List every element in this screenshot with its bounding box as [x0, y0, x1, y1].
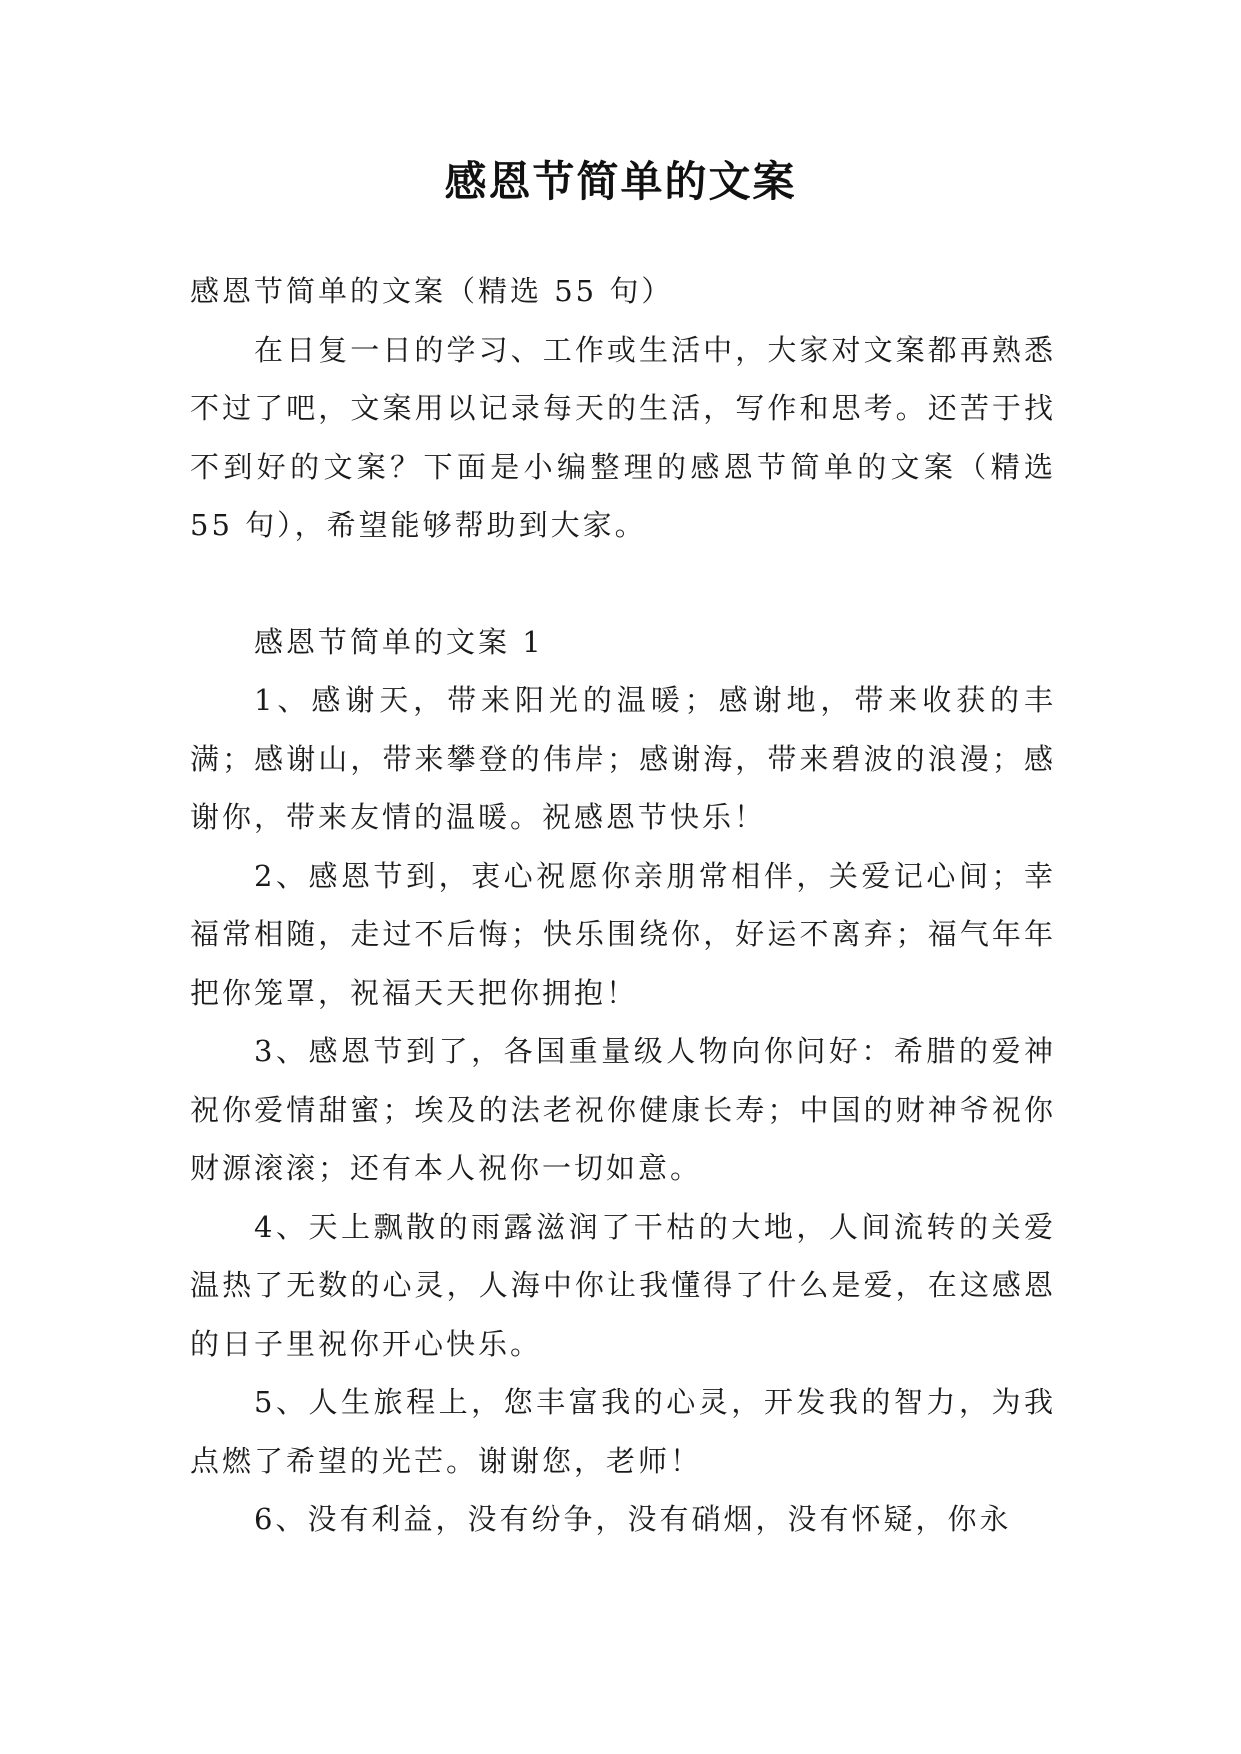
list-item: 2、感恩节到，衷心祝愿你亲朋常相伴，关爱记心间；幸福常相随，走过不后悔；快乐围绕你，好运不离弃；福气年年把你笼罩，祝福天天把你拥抱！	[190, 858, 1056, 1010]
intro-paragraph: 在日复一日的学习、工作或生活中，大家对文案都再熟悉不过了吧，文案用以记录每天的生活，写作和思考。还苦于找不到好的文案？下面是小编整理的感恩节简单的文案（精选 55 句），希望能够帮助到大家。	[190, 332, 1056, 542]
list-item: 5、人生旅程上，您丰富我的心灵，开发我的智力，为我点燃了希望的光芒。谢谢您，老师！	[190, 1385, 1056, 1478]
list-item: 4、天上飘散的雨露滋润了干枯的大地，人间流转的关爱温热了无数的心灵，人海中你让我懂得了什么是爱，在这感恩的日子里祝你开心快乐。	[190, 1209, 1056, 1361]
document-subtitle: 感恩节简单的文案（精选 55 句）	[190, 274, 674, 308]
section-heading: 感恩节简单的文案 1	[254, 624, 544, 659]
list-item: 1、感谢天，带来阳光的温暖；感谢地，带来收获的丰满；感谢山，带来攀登的伟岸；感谢海，带来碧波的浪漫；感谢你，带来友情的温暖。祝感恩节快乐！	[190, 683, 1056, 834]
list-item: 3、感恩节到了，各国重量级人物向你问好：希腊的爱神祝你爱情甜蜜；埃及的法老祝你健康长寿；中国的财神爷祝你财源滚滚；还有本人祝你一切如意。	[190, 1034, 1056, 1185]
document-title: 感恩节简单的文案	[444, 157, 797, 206]
list-item: 6、没有利益，没有纷争，没有硝烟，没有怀疑，你永	[254, 1502, 1012, 1536]
paragraph-spacer	[190, 555, 1056, 613]
document-body	[190, 262, 1056, 1549]
